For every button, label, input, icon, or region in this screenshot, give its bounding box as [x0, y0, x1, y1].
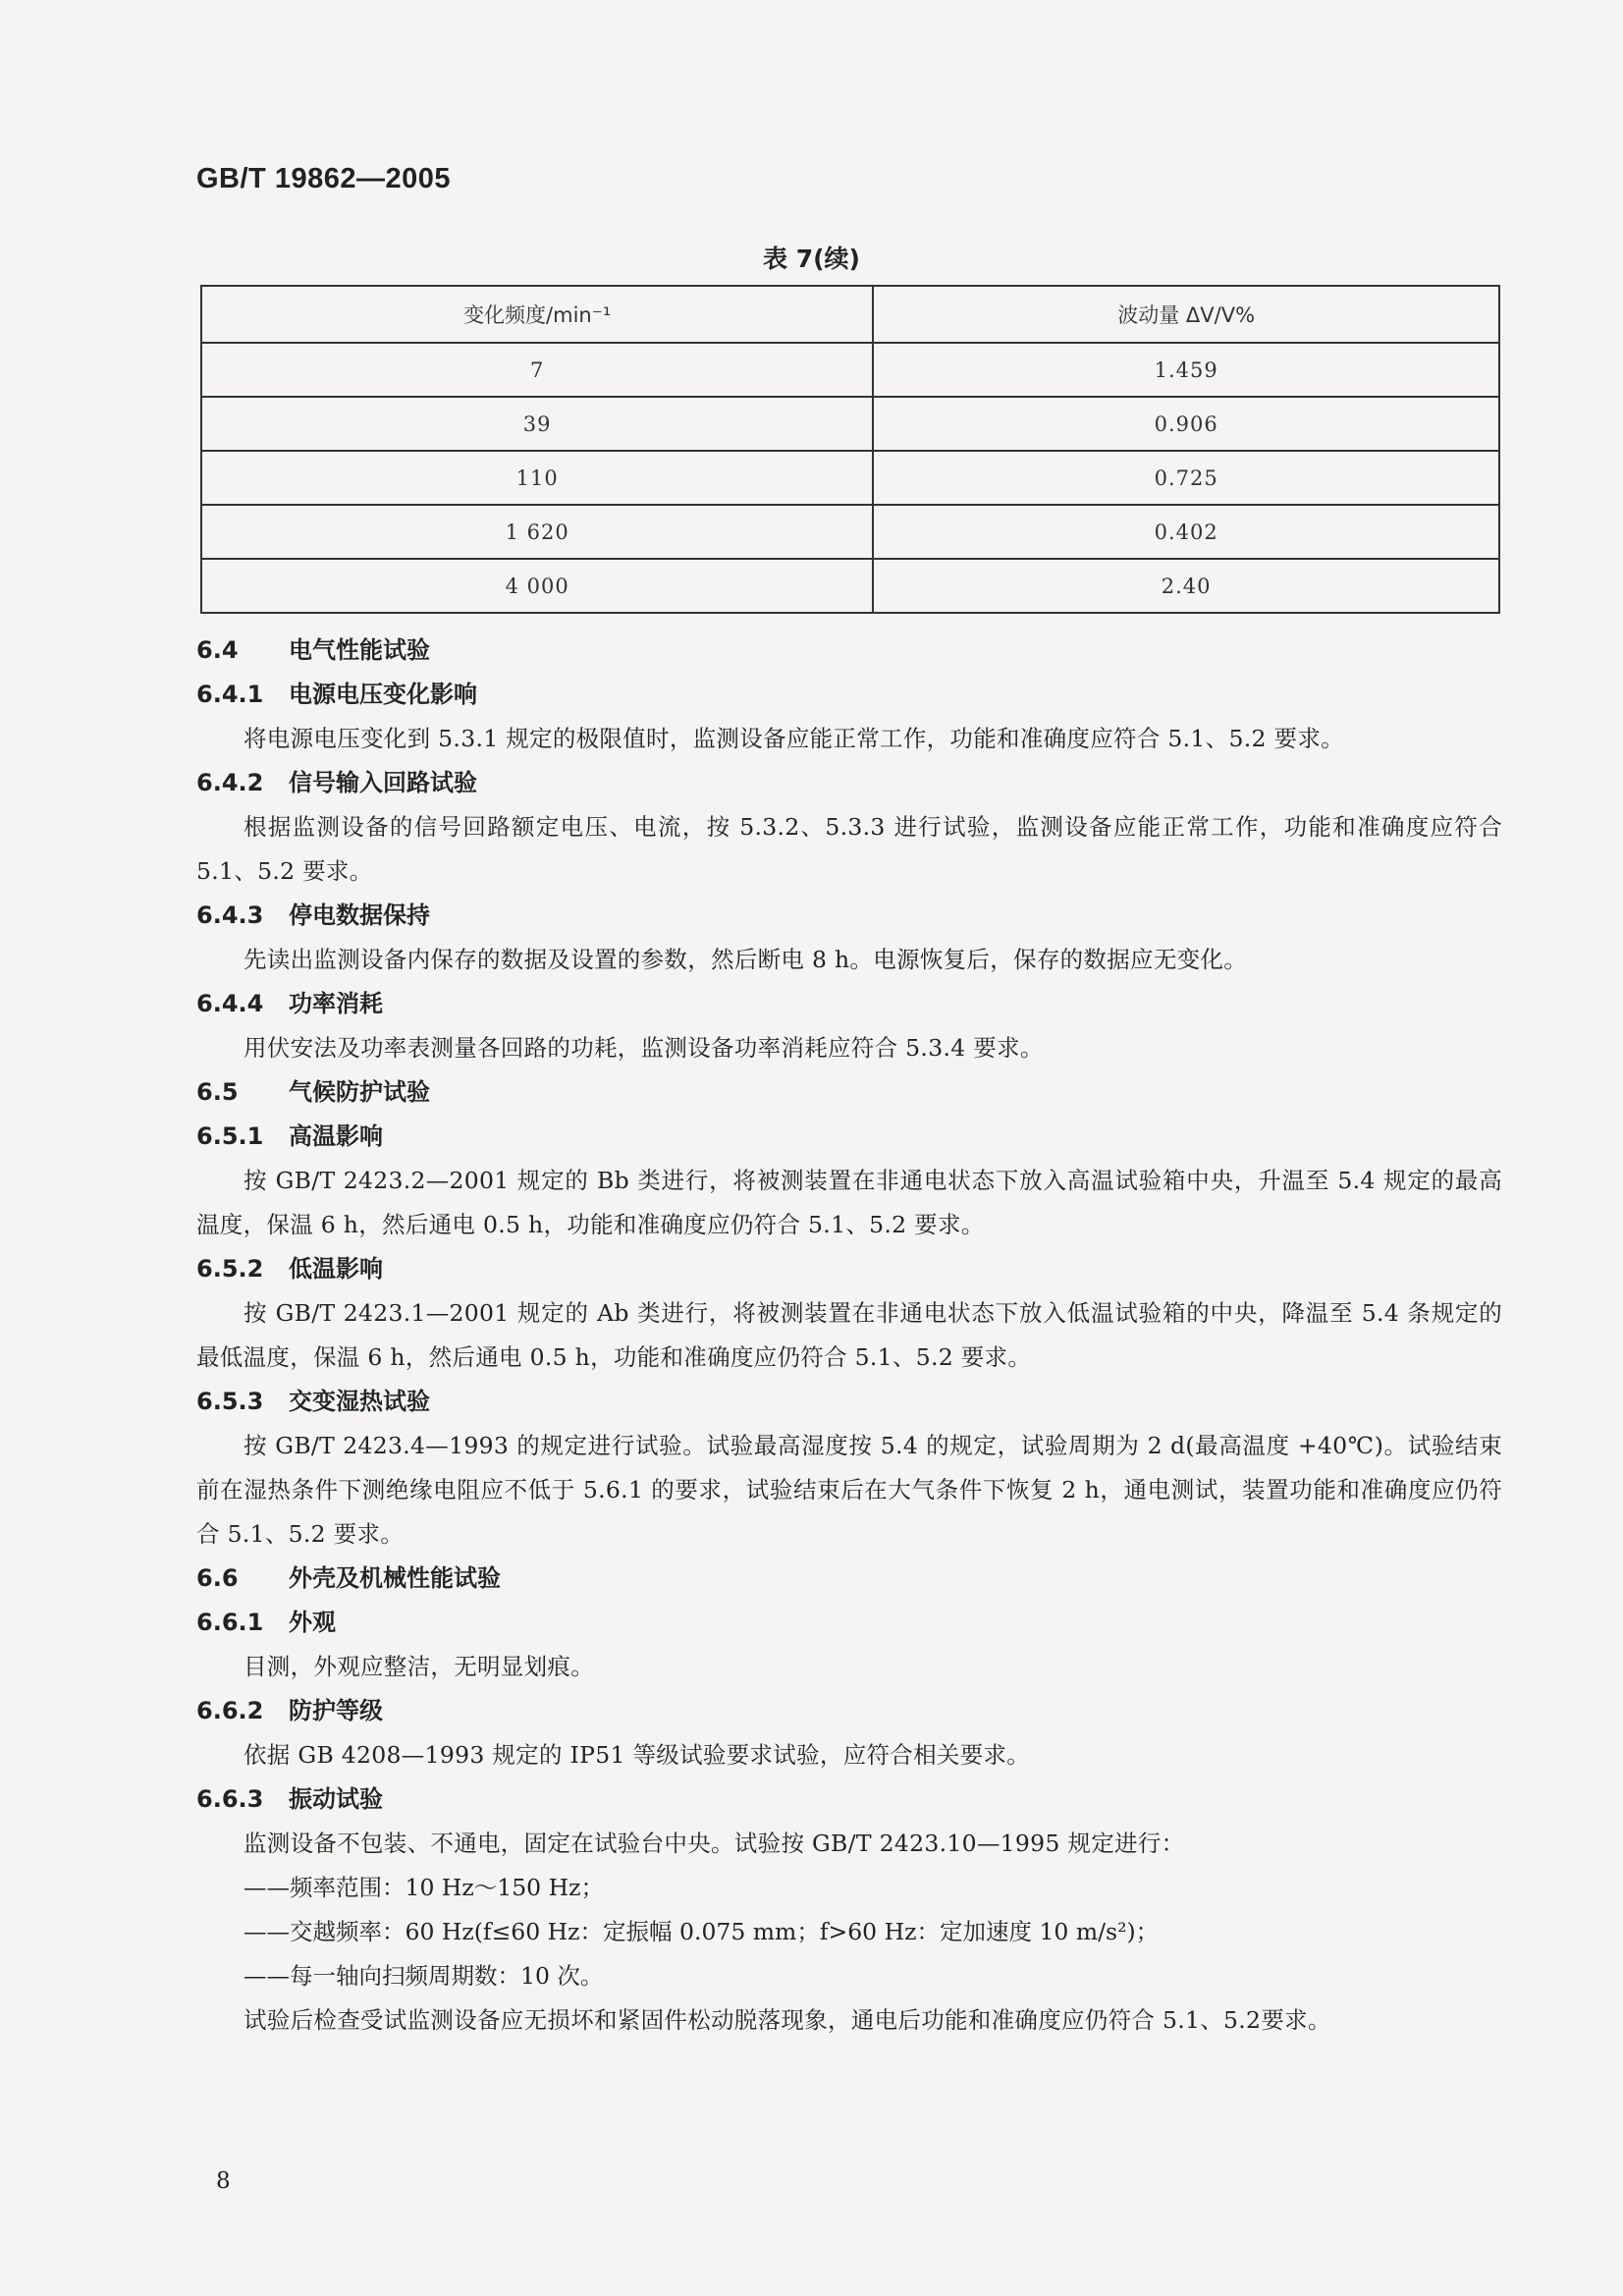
section-heading	[196, 1070, 1502, 1115]
table-row	[201, 343, 1499, 397]
page-number: 8	[216, 2168, 231, 2194]
table-row	[201, 505, 1499, 559]
section-heading	[196, 629, 1502, 673]
section-number: 6.4.3	[196, 902, 264, 929]
paragraph: 按 GB/T 2423.4—1993 的规定进行试验。试验最高湿度按 5.4 的规定，试验周期为 2 d(最高温度 +40℃)。试验结束前在湿热条件下测绝缘电阻应不低于 5.6.1 的要求，试验结束后在大气条件下恢复 2 h，通电测试，装置功能和准确度应仍符合 5.1、5.2 要求。	[196, 1432, 1502, 1548]
section-number: 6.4.2	[196, 769, 264, 796]
list-item: ——频率范围：10 Hz～150 Hz；	[243, 1874, 604, 1901]
table-cell: 0.906	[873, 397, 1499, 451]
section-title: 交变湿热试验	[289, 1388, 430, 1415]
table-cell: 1 620	[201, 505, 873, 559]
table-cell: 4 000	[201, 559, 873, 613]
section-heading	[196, 1115, 1502, 1159]
paragraph: 目测，外观应整洁，无明显划痕。	[243, 1653, 594, 1680]
section-heading	[196, 1689, 1502, 1733]
section-heading	[196, 1601, 1502, 1645]
column-header-frequency: 变化频度/min⁻¹	[201, 286, 873, 343]
paragraph: 用伏安法及功率表测量各回路的功耗，监测设备功率消耗应符合 5.3.4 要求。	[243, 1034, 1044, 1062]
section-title: 高温影响	[289, 1122, 383, 1150]
section-number: 6.4.4	[196, 990, 264, 1017]
section-number: 6.4	[196, 636, 239, 664]
section-title: 信号输入回路试验	[289, 769, 477, 796]
section-title: 电源电压变化影响	[289, 681, 477, 708]
table-cell: 2.40	[873, 559, 1499, 613]
table-header-row	[201, 286, 1499, 343]
section-number: 6.6.2	[196, 1697, 264, 1724]
section-title: 外观	[289, 1609, 336, 1636]
section-heading	[196, 673, 1502, 717]
section-number: 6.5.3	[196, 1388, 264, 1415]
table-cell: 1.459	[873, 343, 1499, 397]
section-number: 6.5.1	[196, 1122, 264, 1150]
table-cell: 0.725	[873, 451, 1499, 505]
section-number: 6.4.1	[196, 681, 264, 708]
section-number: 6.6	[196, 1564, 239, 1592]
table-row	[201, 559, 1499, 613]
section-number: 6.5.2	[196, 1255, 264, 1283]
section-heading	[196, 1380, 1502, 1424]
section-title: 功率消耗	[289, 990, 383, 1017]
table-cell: 39	[201, 397, 873, 451]
paragraph: 试验后检查受试监测设备应无损坏和紧固件松动脱落现象，通电后功能和准确度应仍符合 5.1、5.2要求。	[243, 2006, 1331, 2034]
table-cell: 0.402	[873, 505, 1499, 559]
column-header-fluctuation: 波动量 ΔV/V%	[873, 286, 1499, 343]
section-heading	[196, 1777, 1502, 1822]
paragraph: 先读出监测设备内保存的数据及设置的参数，然后断电 8 h。电源恢复后，保存的数据应无变化。	[243, 946, 1248, 973]
paragraph: 将电源电压变化到 5.3.1 规定的极限值时，监测设备应能正常工作，功能和准确度应符合 5.1、5.2 要求。	[243, 725, 1344, 752]
table-caption: 表 7(续)	[763, 245, 860, 273]
paragraph: 根据监测设备的信号回路额定电压、电流，按 5.3.2、5.3.3 进行试验，监测设备应能正常工作，功能和准确度应符合 5.1、5.2 要求。	[196, 813, 1502, 885]
table-row	[201, 397, 1499, 451]
section-title: 防护等级	[289, 1697, 383, 1724]
section-heading	[196, 1247, 1502, 1291]
section-heading	[196, 894, 1502, 938]
section-title: 电气性能试验	[289, 636, 430, 664]
table-cell: 110	[201, 451, 873, 505]
section-title: 气候防护试验	[289, 1078, 430, 1106]
list-item: ——交越频率：60 Hz(f≤60 Hz：定振幅 0.075 mm；f>60 Hz：定加速度 10 m/s²)；	[243, 1918, 1160, 1945]
paragraph: 按 GB/T 2423.2—2001 规定的 Bb 类进行，将被测装置在非通电状态下放入高温试验箱中央，升温至 5.4 规定的最高温度，保温 6 h，然后通电 0.5 h，功能和准确度应仍符合 5.1、5.2 要求。	[196, 1167, 1502, 1238]
standard-code: GB/T 19862—2005	[196, 163, 451, 194]
paragraph: 按 GB/T 2423.1—2001 规定的 Ab 类进行，将被测装置在非通电状态下放入低温试验箱的中央，降温至 5.4 条规定的最低温度，保温 6 h，然后通电 0.5 h，功能和准确度应仍符合 5.1、5.2 要求。	[196, 1299, 1502, 1371]
table-cell: 7	[201, 343, 873, 397]
table-row	[201, 451, 1499, 505]
section-title: 低温影响	[289, 1255, 383, 1283]
paragraph: 依据 GB 4208—1993 规定的 IP51 等级试验要求试验，应符合相关要求。	[243, 1741, 1031, 1769]
section-number: 6.5	[196, 1078, 239, 1106]
paragraph: 监测设备不包装、不通电，固定在试验台中央。试验按 GB/T 2423.10—1995 规定进行：	[243, 1830, 1185, 1857]
section-title: 振动试验	[289, 1785, 383, 1813]
section-title: 外壳及机械性能试验	[289, 1564, 501, 1592]
section-heading	[196, 1557, 1502, 1601]
data-table	[200, 285, 1500, 614]
section-heading	[196, 982, 1502, 1026]
section-number: 6.6.3	[196, 1785, 264, 1813]
section-number: 6.6.1	[196, 1609, 264, 1636]
document-body	[196, 629, 1502, 2043]
list-item: ——每一轴向扫频周期数：10 次。	[243, 1962, 604, 1990]
section-title: 停电数据保持	[289, 902, 430, 929]
section-heading	[196, 761, 1502, 805]
